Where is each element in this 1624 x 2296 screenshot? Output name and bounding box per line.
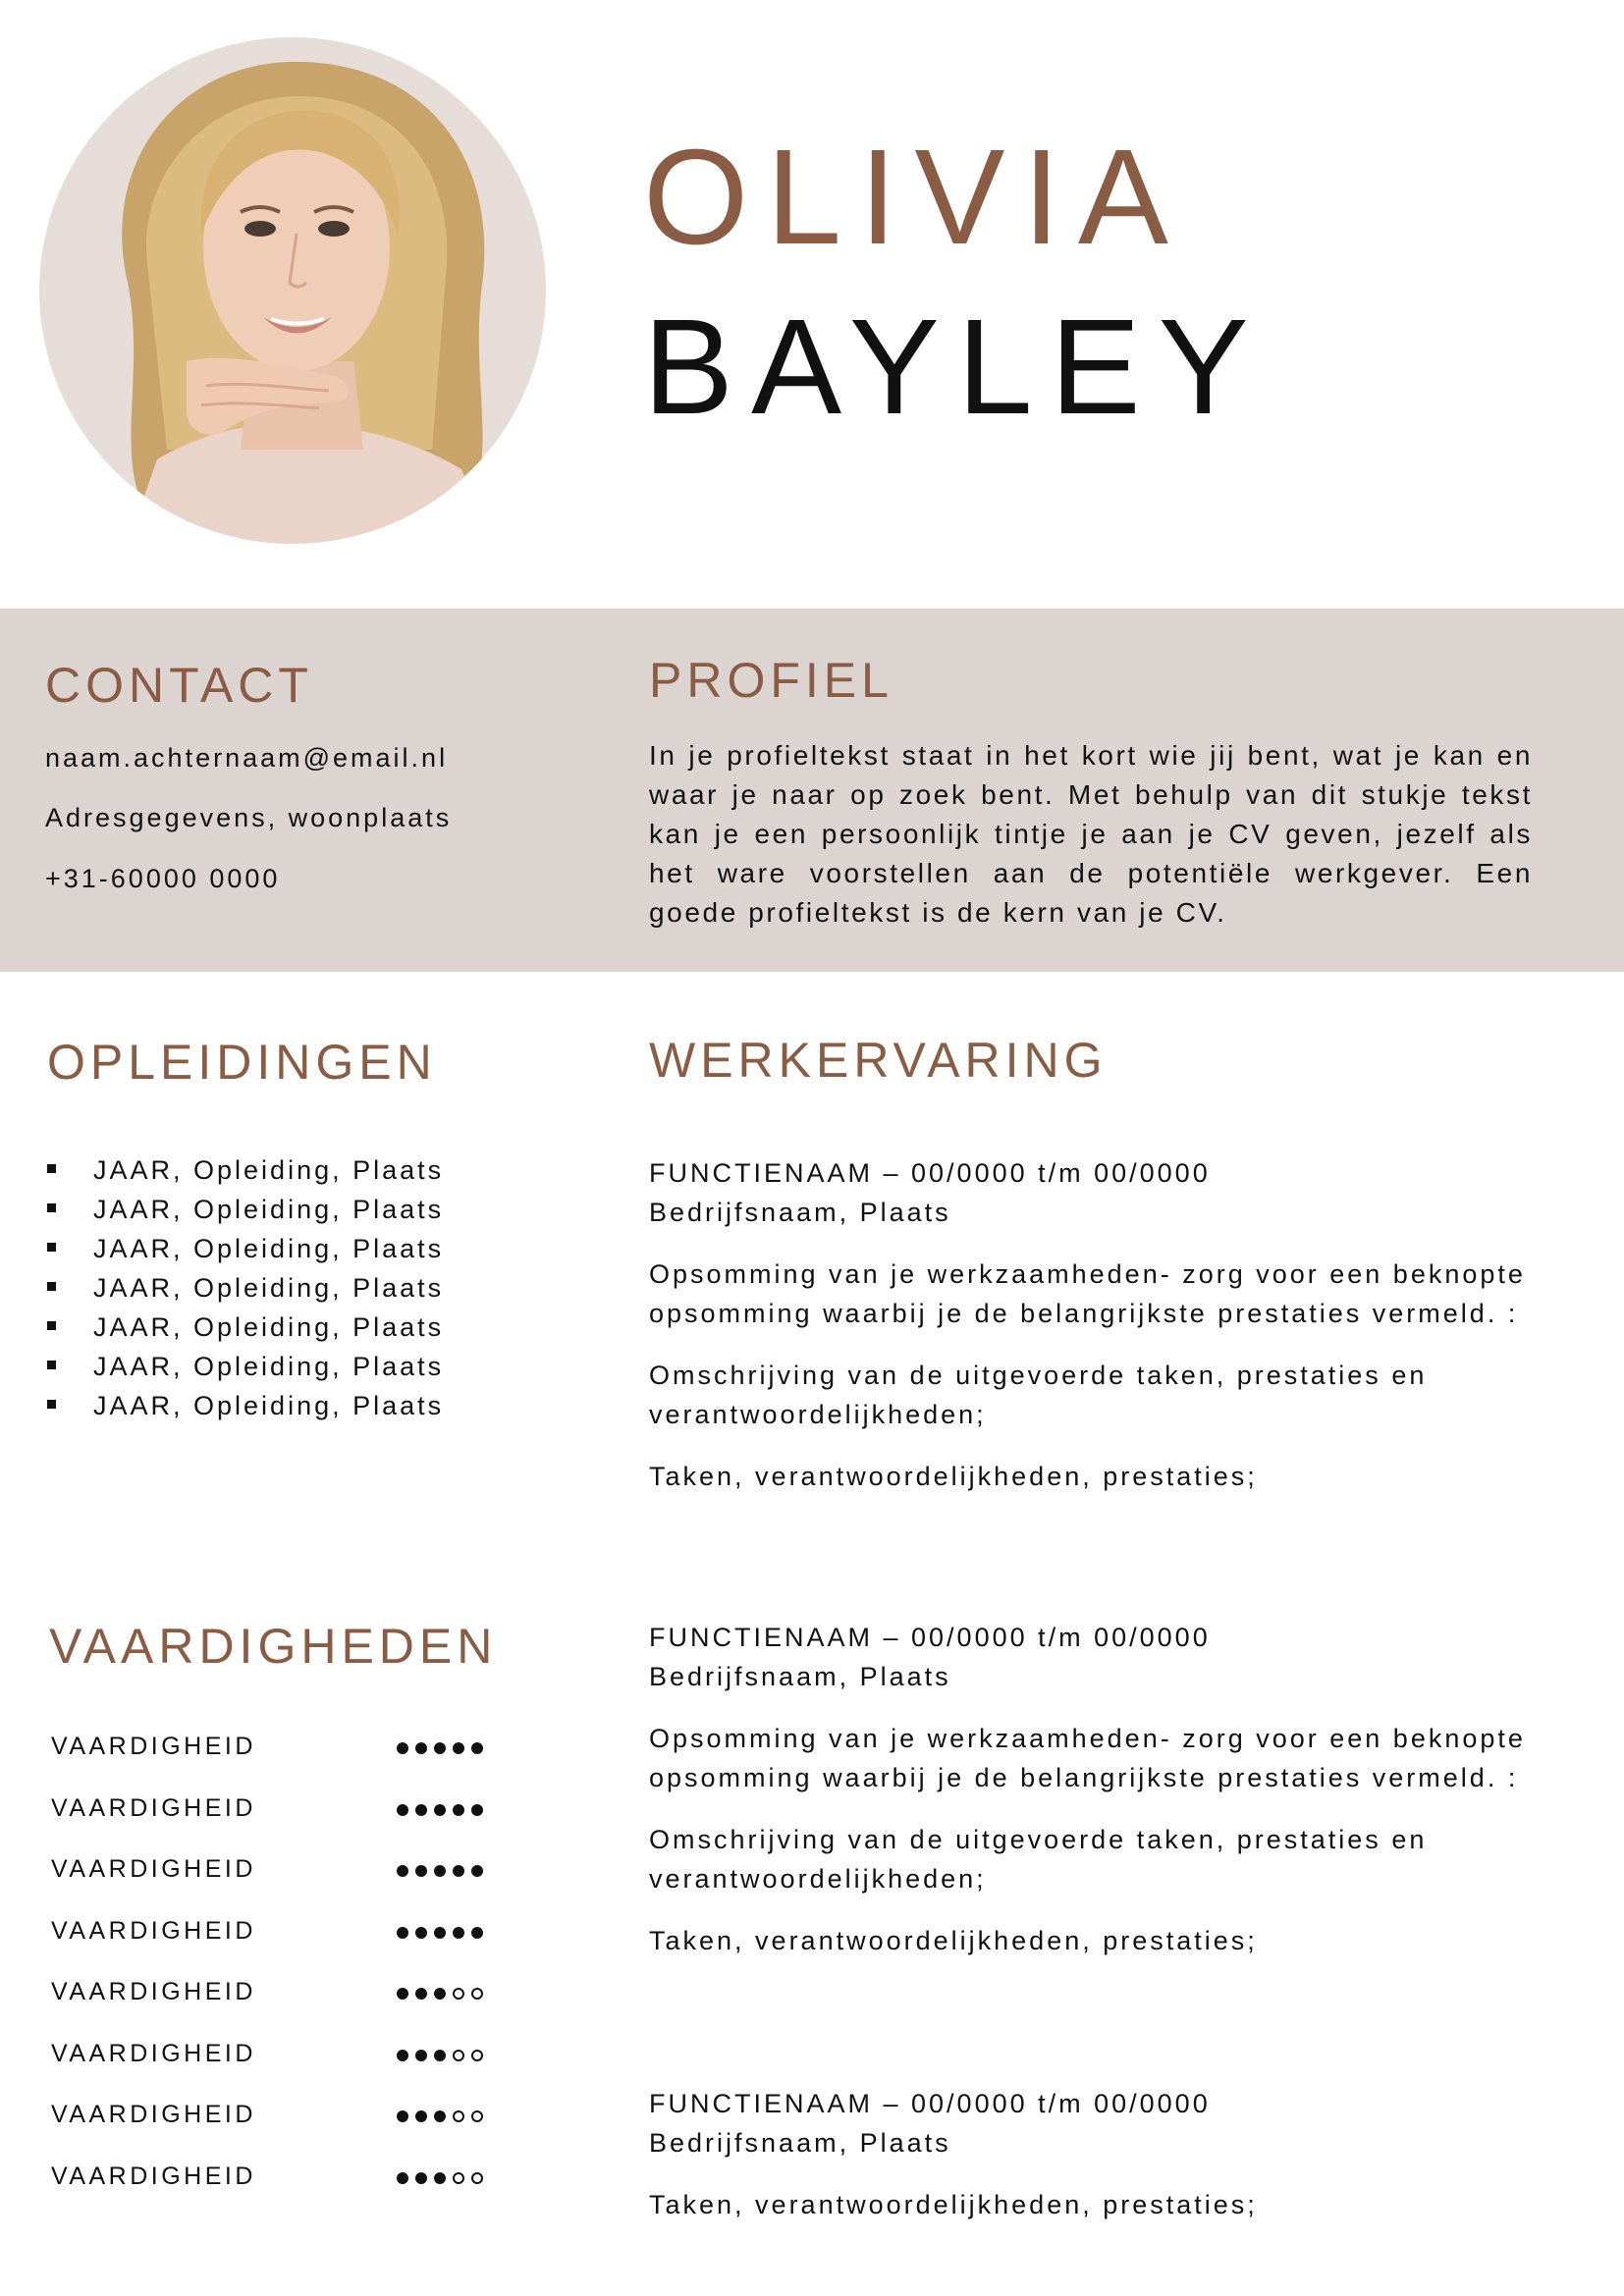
skill-rating (397, 1741, 490, 1755)
rating-dot-filled-icon (415, 2050, 427, 2061)
job-summary: Opsomming van je werkzaamheden- zorg voor een beknopte opsomming waarbij je de belangrijkste prestaties vermeld. : (649, 1724, 1526, 1792)
education-item: JAAR, Opleiding, Plaats (47, 1308, 444, 1347)
rating-dot-empty-icon (471, 2172, 483, 2184)
rating-dot-empty-icon (471, 2050, 483, 2061)
rating-dot-empty-icon (453, 2050, 464, 2061)
bullet-icon (47, 1400, 56, 1409)
skill-label: VAARDIGHEID (51, 2101, 256, 2128)
rating-dot-empty-icon (471, 2110, 483, 2122)
rating-dot-filled-icon (434, 1804, 446, 1816)
job-company: Bedrijfsnaam, Plaats (649, 1198, 951, 1227)
profile-text: In je profieltekst staat in het kort wie jij bent, wat je kan en waar je naar op zoek bent. Met behulp van dit stukje tekst kan je een persoonlijk tintje je aan je CV geven, jezelf als het ware voorstellen aan de potentiële werkgever. Een goede profieltekst is de kern van je CV. (649, 740, 1533, 928)
rating-dot-filled-icon (415, 1988, 427, 2000)
profile-heading: PROFIEL (649, 653, 893, 708)
rating-dot-filled-icon (471, 1865, 483, 1877)
rating-dot-filled-icon (415, 2172, 427, 2184)
rating-dot-filled-icon (397, 1988, 408, 2000)
profile-photo (39, 37, 546, 544)
rating-dot-filled-icon (434, 2172, 446, 2184)
rating-dot-filled-icon (434, 2110, 446, 2122)
education-item: JAAR, Opleiding, Plaats (47, 1190, 444, 1229)
rating-dot-filled-icon (471, 1804, 483, 1816)
job-company: Bedrijfsnaam, Plaats (649, 1662, 951, 1691)
job-entry (649, 2084, 1592, 2224)
skill-rating (397, 1803, 490, 1817)
skill-label: VAARDIGHEID (51, 1978, 256, 2005)
skill-row (51, 1733, 513, 1794)
bullet-icon (47, 1282, 56, 1291)
skill-row (51, 1917, 513, 1979)
skills-list (51, 1733, 513, 2223)
skill-row (51, 1855, 513, 1917)
contact-email[interactable]: naam.achternaam@email.nl (45, 743, 449, 773)
skill-label: VAARDIGHEID (51, 1793, 256, 1822)
contact-address: Adresgegevens, woonplaats (45, 803, 453, 832)
skill-label: VAARDIGHEID (51, 1916, 256, 1945)
job-function: FUNCTIENAAM – 00/0000 t/m 00/0000 (649, 1158, 1211, 1188)
job-tasks: Taken, verantwoordelijkheden, prestaties; (649, 1926, 1258, 1955)
bullet-icon (47, 1243, 56, 1252)
education-item: JAAR, Opleiding, Plaats (47, 1347, 444, 1386)
skill-rating (397, 2171, 490, 2185)
job-summary: Opsomming van je werkzaamheden- zorg voor een beknopte opsomming waarbij je de belangrijkste prestaties vermeld. : (649, 1259, 1526, 1328)
job-description: Omschrijving van de uitgevoerde taken, prestaties en verantwoordelijkheden; (649, 1825, 1428, 1894)
bullet-icon (47, 1321, 56, 1330)
rating-dot-empty-icon (471, 1988, 483, 2000)
rating-dot-filled-icon (453, 1742, 464, 1754)
skill-rating (397, 1987, 490, 2001)
education-item: JAAR, Opleiding, Plaats (47, 1268, 444, 1308)
job-description: Omschrijving van de uitgevoerde taken, prestaties en verantwoordelijkheden; (649, 1361, 1428, 1429)
first-name: OLIVIA (643, 122, 1186, 273)
rating-dot-filled-icon (453, 1804, 464, 1816)
last-name: BAYLEY (643, 292, 1267, 443)
rating-dot-empty-icon (453, 2110, 464, 2122)
contact-heading: CONTACT (45, 658, 313, 713)
rating-dot-empty-icon (453, 1988, 464, 2000)
job-function: FUNCTIENAAM – 00/0000 t/m 00/0000 (649, 1623, 1211, 1652)
rating-dot-filled-icon (415, 2110, 427, 2122)
job-tasks: Taken, verantwoordelijkheden, prestaties; (649, 2190, 1258, 2219)
skill-rating (397, 1926, 490, 1940)
job-function: FUNCTIENAAM – 00/0000 t/m 00/0000 (649, 2089, 1211, 2118)
rating-dot-filled-icon (434, 1742, 446, 1754)
rating-dot-filled-icon (453, 1927, 464, 1939)
bullet-icon (47, 1361, 56, 1369)
education-item: JAAR, Opleiding, Plaats (47, 1229, 444, 1268)
rating-dot-filled-icon (434, 1927, 446, 1939)
experience-heading: WERKERVARING (649, 1033, 1108, 1088)
skill-label: VAARDIGHEID (51, 1855, 256, 1883)
skill-rating (397, 1864, 490, 1878)
rating-dot-filled-icon (397, 1804, 408, 1816)
skill-row (51, 2040, 513, 2102)
education-item: JAAR, Opleiding, Plaats (47, 1386, 444, 1425)
skill-rating (397, 2109, 490, 2123)
skill-row (51, 1978, 513, 2040)
rating-dot-filled-icon (397, 1927, 408, 1939)
rating-dot-filled-icon (471, 1927, 483, 1939)
rating-dot-filled-icon (434, 2050, 446, 2061)
education-heading: OPLEIDINGEN (47, 1035, 437, 1090)
skill-row (51, 2163, 513, 2224)
rating-dot-filled-icon (397, 2110, 408, 2122)
rating-dot-empty-icon (453, 2172, 464, 2184)
contact-phone[interactable]: +31-60000 0000 (45, 864, 281, 893)
skill-label: VAARDIGHEID (51, 1733, 256, 1760)
rating-dot-filled-icon (415, 1865, 427, 1877)
rating-dot-filled-icon (397, 1742, 408, 1754)
rating-dot-filled-icon (415, 1927, 427, 1939)
education-item: JAAR, Opleiding, Plaats (47, 1150, 444, 1190)
skill-rating (397, 2049, 490, 2062)
rating-dot-filled-icon (397, 2172, 408, 2184)
bullet-icon (47, 1203, 56, 1212)
skill-label: VAARDIGHEID (51, 2039, 256, 2067)
skill-row (51, 2101, 513, 2163)
job-company: Bedrijfsnaam, Plaats (649, 2128, 951, 2158)
rating-dot-filled-icon (434, 1865, 446, 1877)
rating-dot-filled-icon (471, 1742, 483, 1754)
portrait-photo-icon (39, 37, 546, 544)
rating-dot-filled-icon (397, 1865, 408, 1877)
rating-dot-filled-icon (453, 1865, 464, 1877)
job-entry (649, 1153, 1592, 1496)
rating-dot-filled-icon (415, 1804, 427, 1816)
rating-dot-filled-icon (434, 1988, 446, 2000)
rating-dot-filled-icon (397, 2050, 408, 2061)
skill-row (51, 1794, 513, 1856)
skills-heading: VAARDIGHEDEN (49, 1619, 498, 1674)
rating-dot-filled-icon (415, 1742, 427, 1754)
bullet-icon (47, 1164, 56, 1173)
job-tasks: Taken, verantwoordelijkheden, prestaties; (649, 1462, 1258, 1491)
education-list (47, 1150, 444, 1425)
job-entry (649, 1618, 1592, 1960)
skill-label: VAARDIGHEID (51, 2162, 256, 2190)
